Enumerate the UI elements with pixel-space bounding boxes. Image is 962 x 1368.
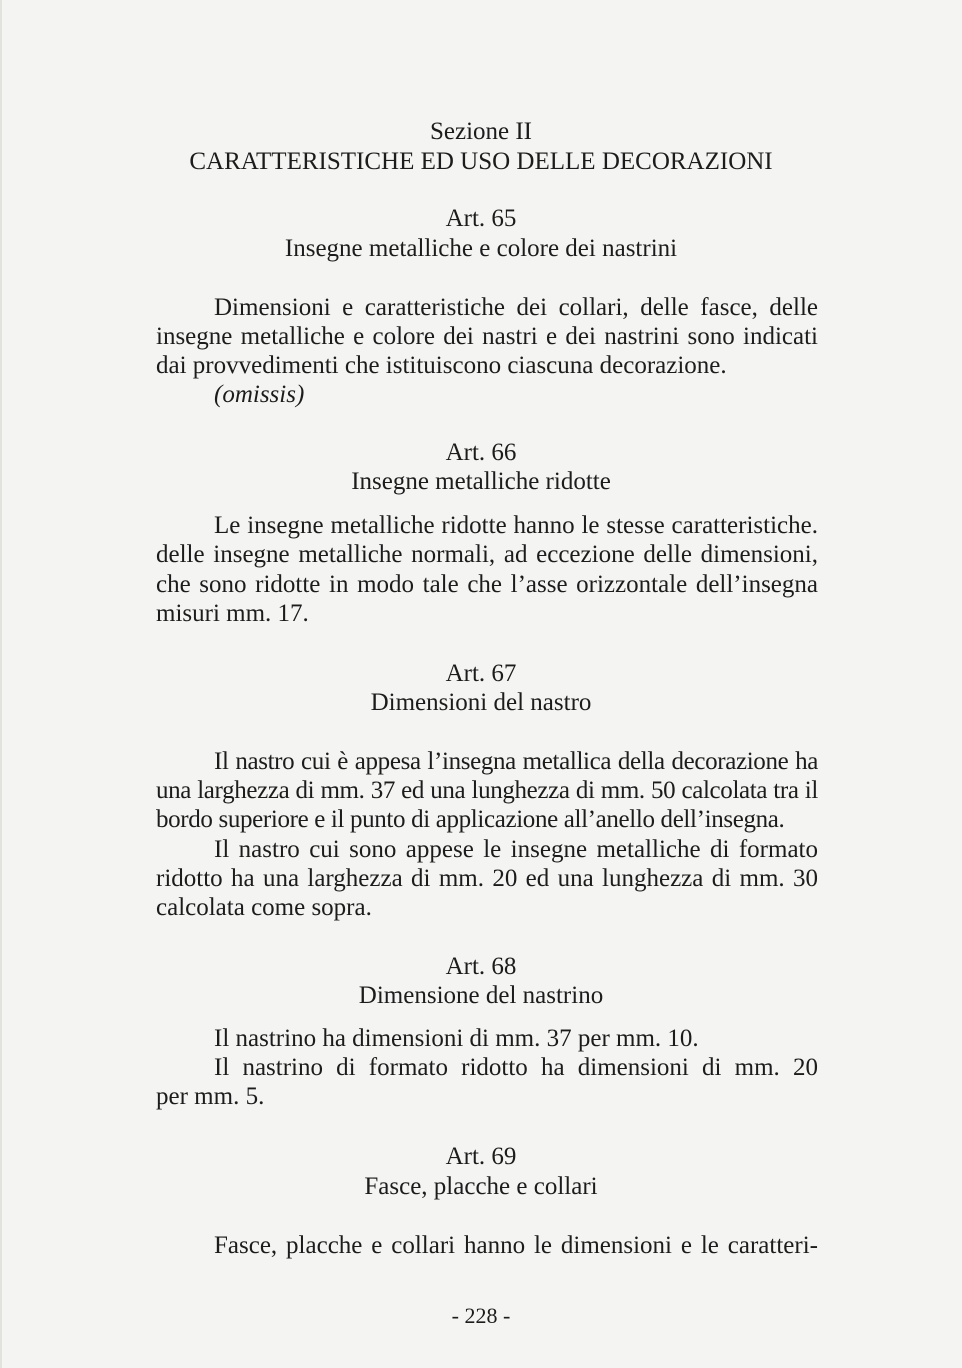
article-68-line-3: per mm. 5. xyxy=(156,1083,265,1110)
page-number: - 228 - xyxy=(451,1303,511,1328)
article-66-line-4: misuri mm. 17. xyxy=(156,600,309,627)
article-68-line-2: Il nastrino di formato ridotto ha dimensioni di mm. 20 xyxy=(214,1054,818,1081)
article-title-67: Dimensioni del nastro xyxy=(370,689,592,716)
article-67-line-6: calcolata come sopra. xyxy=(156,894,372,921)
article-65-line-3: dai provvedimenti che istituiscono ciascuna decorazione. xyxy=(156,352,727,379)
article-66-line-3: che sono ridotte in modo tale che l’asse orizzontale dell’insegna xyxy=(156,571,818,598)
article-66-line-1: Le insegne metalliche ridotte hanno le stesse caratteristiche. xyxy=(214,512,818,539)
article-69-line-1: Fasce, placche e collari hanno le dimensioni e le caratteri- xyxy=(214,1232,818,1259)
omissis-note: (omissis) xyxy=(214,381,305,408)
article-number-66: Art. 66 xyxy=(445,439,517,466)
article-67-line-2: una larghezza di mm. 37 ed una lunghezza di mm. 50 calcolata tra il xyxy=(156,777,818,804)
article-number-68: Art. 68 xyxy=(445,953,517,980)
article-number-65: Art. 65 xyxy=(445,205,517,232)
article-title-69: Fasce, placche e collari xyxy=(364,1173,598,1200)
article-67-line-3: bordo superiore e il punto di applicazione all’anello dell’insegna. xyxy=(156,806,785,833)
article-68-line-1: Il nastrino ha dimensioni di mm. 37 per mm. 10. xyxy=(214,1025,699,1052)
article-66-line-2: delle insegne metalliche normali, ad eccezione delle dimensioni, xyxy=(156,541,818,568)
article-65-line-2: insegne metalliche e colore dei nastri e dei nastrini sono indicati xyxy=(156,323,818,350)
article-67-line-5: ridotto ha una larghezza di mm. 20 ed una lunghezza di mm. 30 xyxy=(156,865,818,892)
section-title: CARATTERISTICHE ED USO DELLE DECORAZIONI xyxy=(189,148,773,175)
article-number-67: Art. 67 xyxy=(445,660,517,687)
section-number: Sezione II xyxy=(429,118,533,145)
article-title-66: Insegne metalliche ridotte xyxy=(351,468,611,495)
article-67-line-4: Il nastro cui sono appese le insegne metalliche di formato xyxy=(214,836,818,863)
article-title-68: Dimensione del nastrino xyxy=(358,982,604,1009)
article-65-line-1: Dimensioni e caratteristiche dei collari, delle fasce, delle xyxy=(214,294,818,321)
article-title-65: Insegne metalliche e colore dei nastrini xyxy=(284,235,678,262)
article-number-69: Art. 69 xyxy=(445,1143,517,1170)
article-67-line-1: Il nastro cui è appesa l’insegna metallica della decorazione ha xyxy=(214,748,818,775)
